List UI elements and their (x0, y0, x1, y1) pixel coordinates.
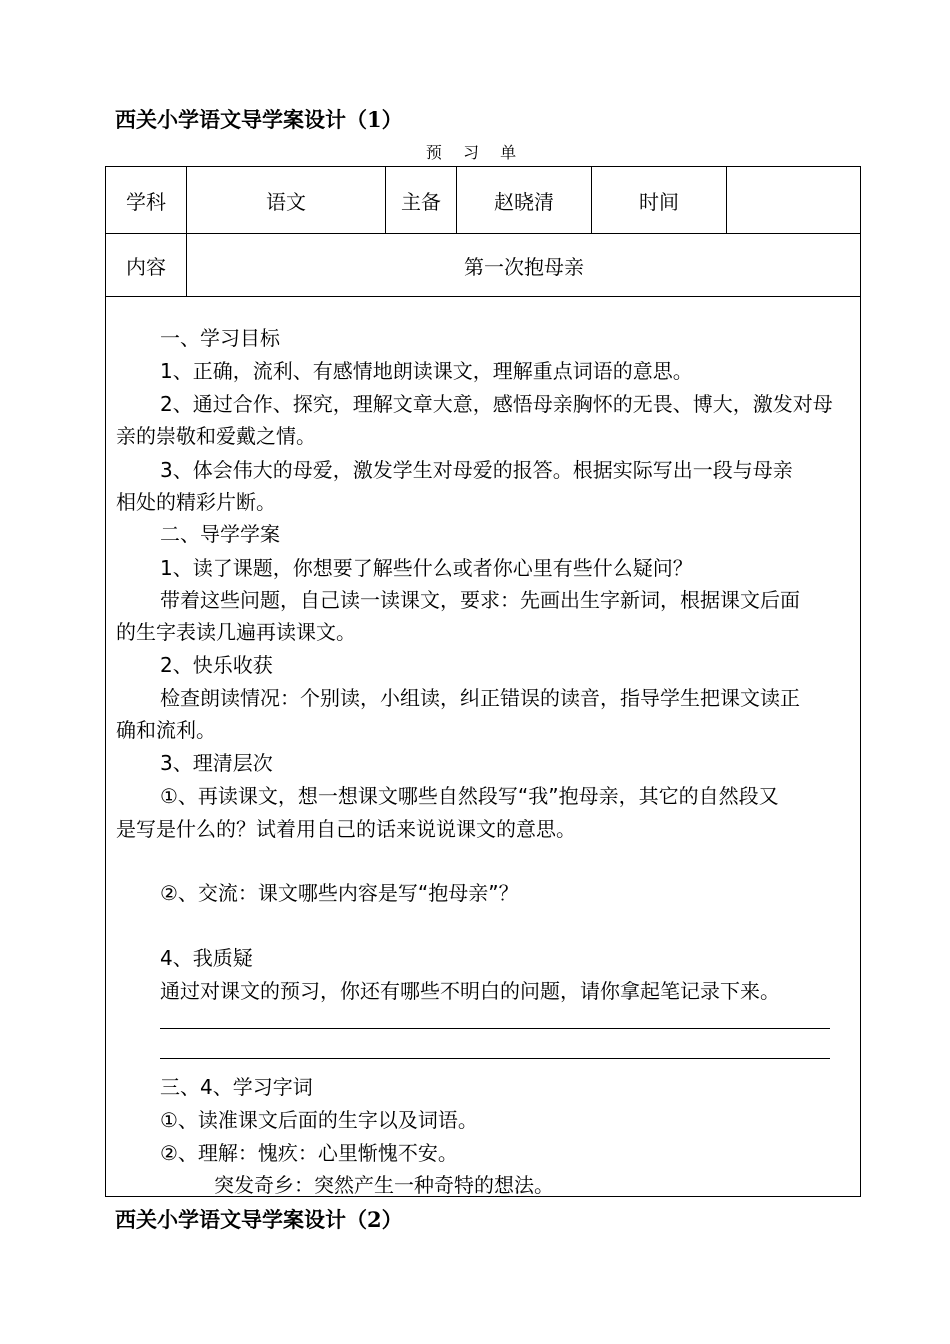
question-4: 4、我质疑 (160, 946, 253, 970)
content-value: 第一次抱母亲 (464, 254, 584, 279)
section-heading: 一、学习目标 (160, 326, 280, 350)
question-2-text-line-1: 检查朗读情况：个别读，小组读，纠正错误的读音，指导学生把课文读正 (160, 686, 800, 710)
question-2: 2、快乐收获 (160, 653, 273, 677)
time-label: 时间 (639, 189, 679, 214)
lead-value: 赵晓清 (494, 189, 554, 214)
question-1-req-line-2: 的生字表读几遍再读课文。 (116, 620, 356, 644)
answer-line[interactable] (160, 1028, 830, 1029)
vocab-item-1: ①、读准课文后面的生字以及词语。 (160, 1108, 478, 1132)
objective-3-line-1: 3、体会伟大的母爱，激发学生对母爱的报答。根据实际写出一段与母亲 (160, 458, 793, 482)
lesson-table (105, 166, 861, 1197)
subject-value: 语文 (266, 189, 306, 214)
objective-1: 1、正确，流利、有感情地朗读课文，理解重点词语的意思。 (160, 359, 693, 383)
question-4-text: 通过对课文的预习，你还有哪些不明白的问题，请你拿起笔记录下来。 (160, 979, 780, 1003)
content-label: 内容 (126, 254, 166, 279)
time-value[interactable] (727, 167, 861, 233)
question-3-1-line-2: 是写是什么的？试着用自己的话来说说课文的意思。 (116, 817, 576, 841)
question-3-2: ②、交流：课文哪些内容是写“抱母亲”？ (160, 881, 519, 905)
vocab-item-2: ②、理解：愧疚：心里惭愧不安。 (160, 1141, 458, 1165)
question-3: 3、理清层次 (160, 751, 273, 775)
question-3-1-line-1: ①、再读课文，想一想课文哪些自然段写“我”抱母亲，其它的自然段又 (160, 784, 779, 808)
page-title: 西关小学语文导学案设计（1） (115, 107, 403, 132)
objective-2-line-1: 2、通过合作、探究，理解文章大意，感悟母亲胸怀的无畏、博大，激发对母 (160, 392, 833, 416)
objective-2-line-2: 亲的崇敬和爱戴之情。 (116, 424, 316, 448)
lead-label: 主备 (401, 189, 441, 214)
vocab-item-3: 突发奇乡：突然产生一种奇特的想法。 (214, 1173, 554, 1197)
section-heading: 三、4、学习字词 (160, 1075, 313, 1099)
page-subtitle: 预 习 单 (425, 143, 525, 162)
question-1-req-line-1: 带着这些问题，自己读一读课文，要求：先画出生字新词，根据课文后面 (160, 588, 800, 612)
section-heading: 二、导学学案 (160, 522, 280, 546)
question-1: 1、读了课题，你想要了解些什么或者你心里有些什么疑问？ (160, 556, 693, 580)
row-divider (106, 296, 860, 297)
question-2-text-line-2: 确和流利。 (116, 718, 216, 742)
next-page-title: 西关小学语文导学案设计（2） (115, 1207, 403, 1232)
objective-3-line-2: 相处的精彩片断。 (116, 490, 276, 514)
subject-label: 学科 (126, 189, 166, 214)
answer-line[interactable] (160, 1058, 830, 1059)
